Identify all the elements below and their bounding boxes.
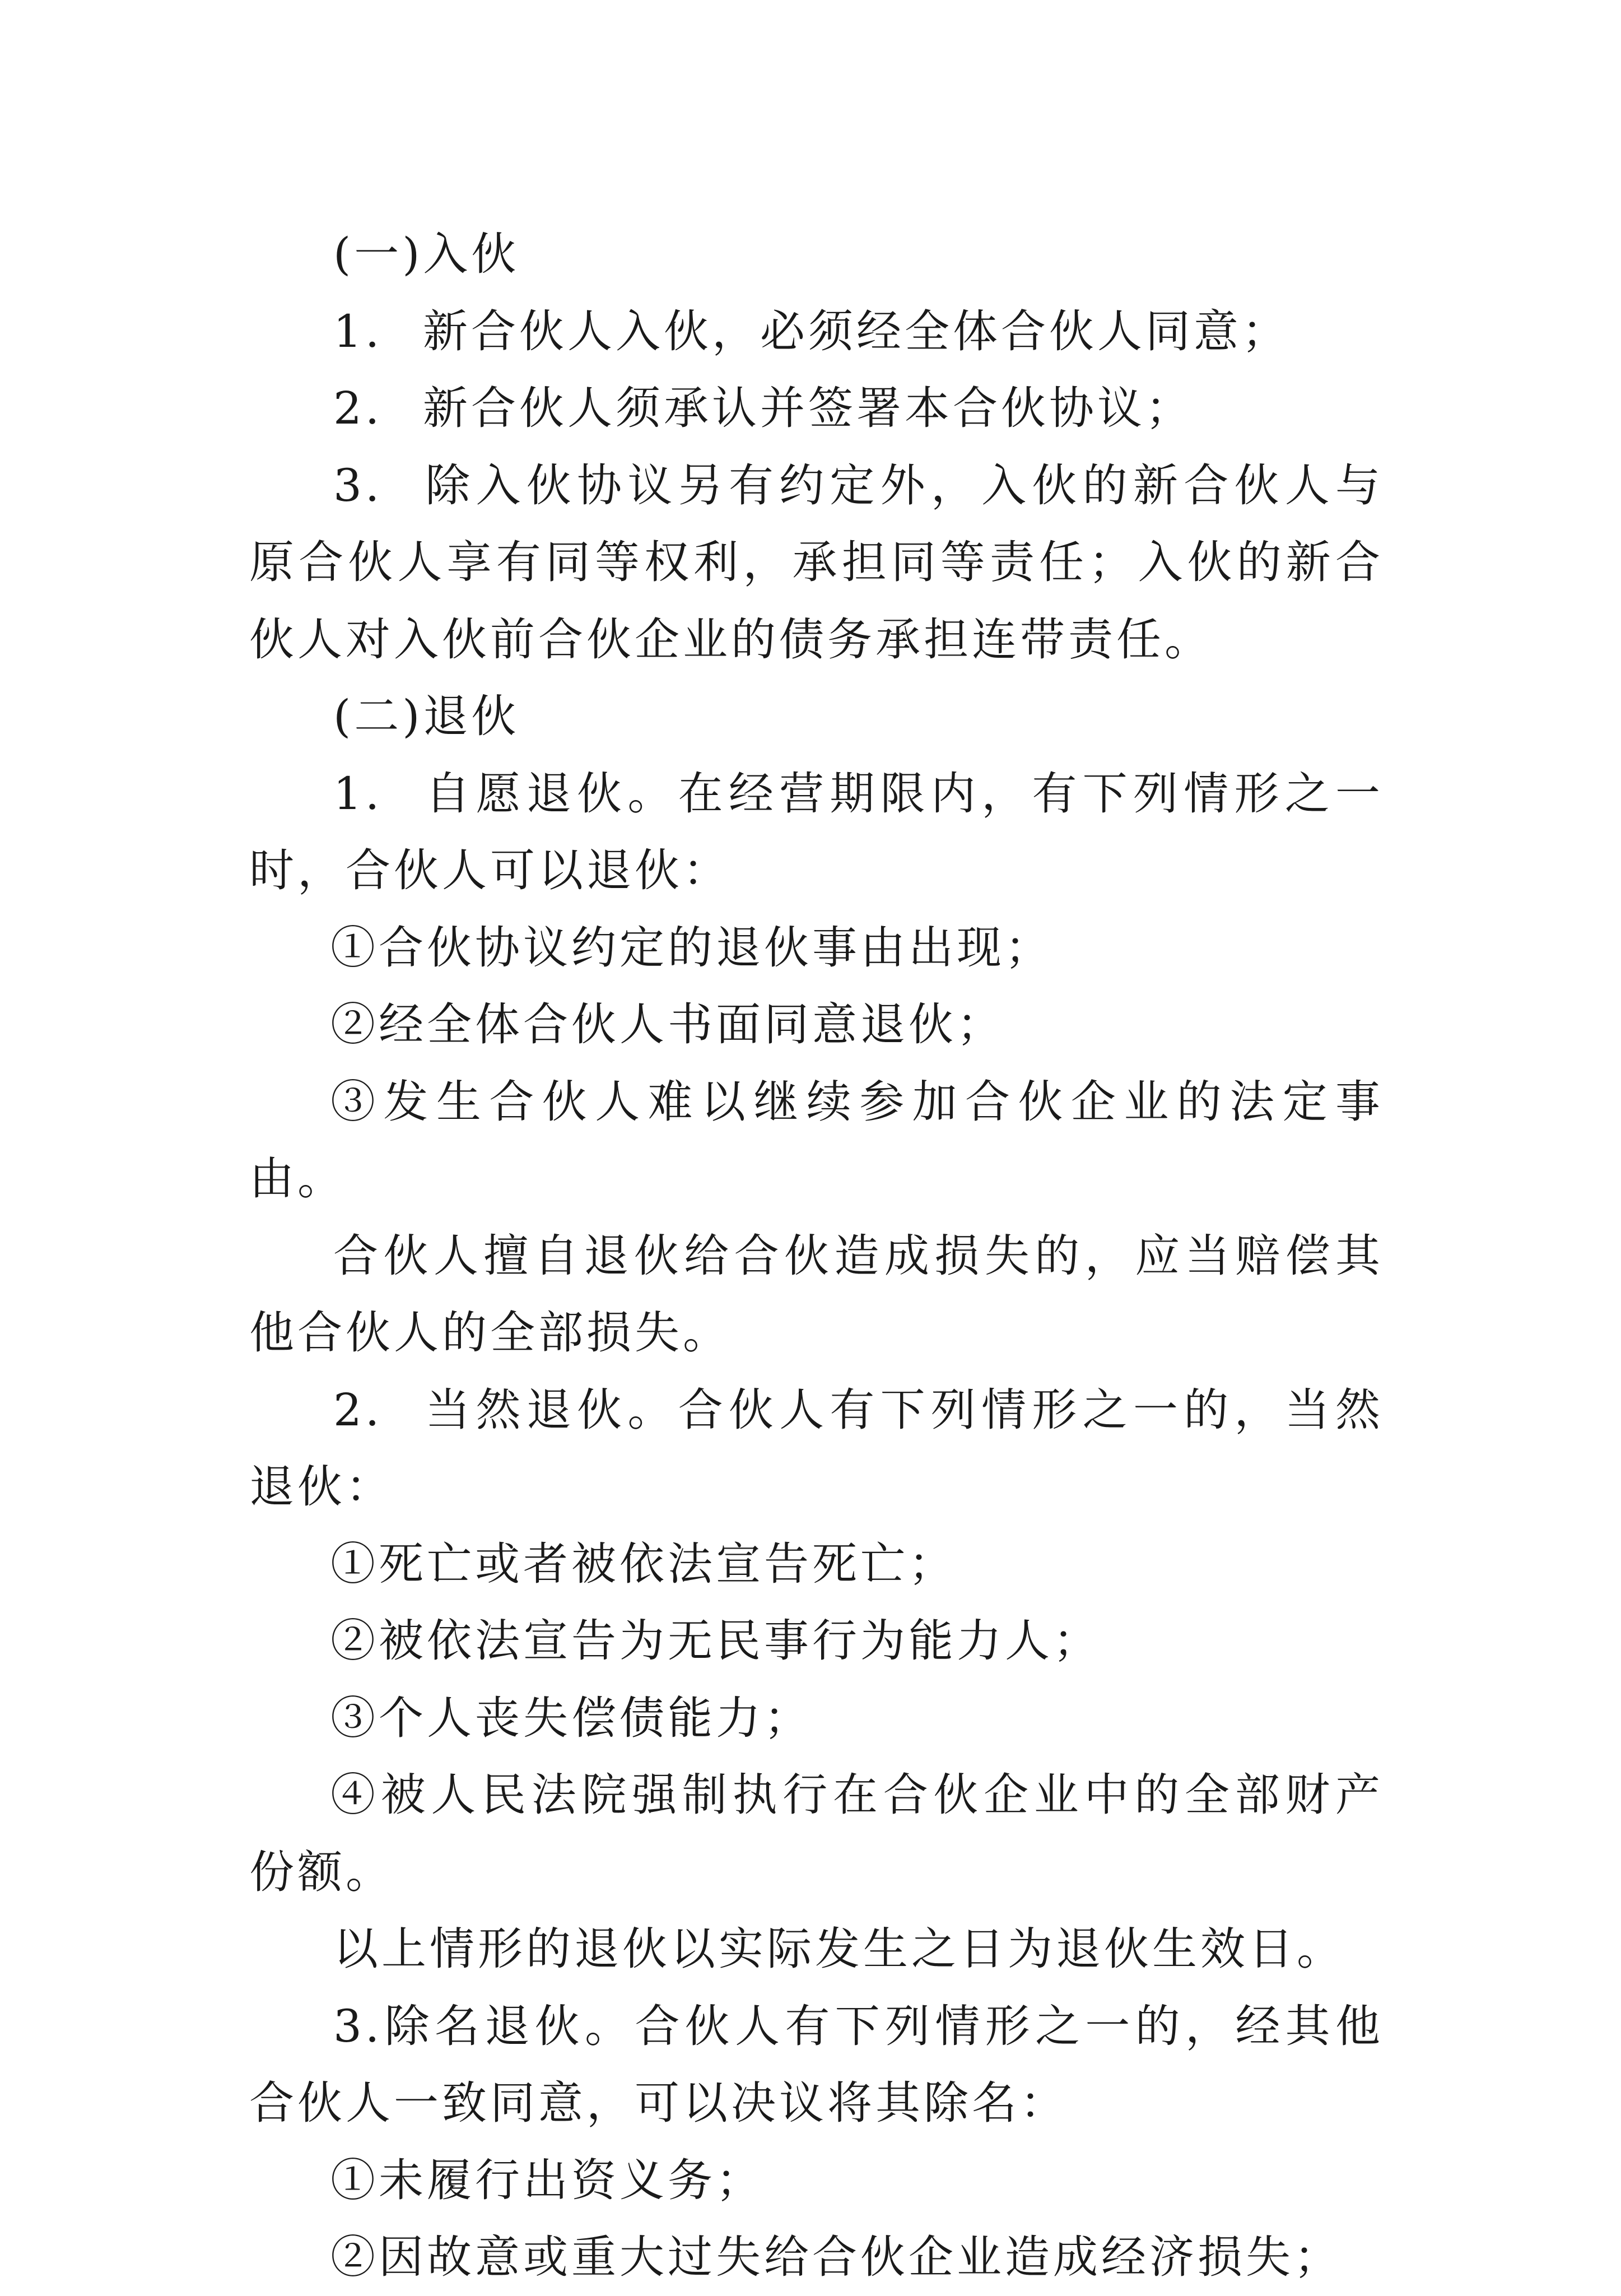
document-body bbox=[249, 216, 1384, 2296]
item-number: 2. bbox=[333, 1383, 383, 1436]
item-text: 自愿退伙。在经营期限内，有下列情形之一时，合伙人可以退伙： bbox=[249, 767, 1384, 896]
circled-item: ①合伙协议约定的退伙事由出现； bbox=[330, 921, 1053, 974]
circled-item: ②经全体合伙人书面同意退伙； bbox=[330, 998, 1005, 1051]
item-text: 当然退伙。合伙人有下列情形之一的，当然退伙： bbox=[249, 1383, 1384, 1513]
section-heading-joining bbox=[249, 216, 1384, 293]
item-text: 除入伙协议另有约定外，入伙的新合伙人与原合伙人享有同等权利，承担同等责任；入伙的新合伙人对入伙前合伙企业的债务承担连带责任。 bbox=[249, 459, 1384, 666]
section-heading-withdrawal bbox=[249, 678, 1384, 755]
numbered-item bbox=[249, 447, 1384, 678]
numbered-item bbox=[249, 755, 1384, 909]
circled-item: ③个人丧失偿债能力； bbox=[330, 1691, 812, 1744]
heading-text: (一)入伙 bbox=[333, 228, 520, 280]
circled-item: ④被人民法院强制执行在合伙企业中的全部财产份额。 bbox=[249, 1769, 1384, 1898]
circled-item: ③发生合伙人难以继续参加合伙企业的法定事由。 bbox=[249, 1075, 1384, 1205]
item-number: 1. bbox=[333, 305, 383, 357]
numbered-item bbox=[249, 1372, 1384, 1526]
circled-item: ①未履行出资义务； bbox=[330, 2154, 764, 2206]
item-text: 新合伙人入伙，必须经全体合伙人同意； bbox=[423, 305, 1290, 357]
circled-item: ①死亡或者被依法宣告死亡； bbox=[330, 1537, 957, 1590]
body-paragraph: 以上情形的退伙以实际发生之日为退伙生效日。 bbox=[333, 1923, 1345, 1975]
item-number: 2. bbox=[333, 382, 383, 434]
heading-text: (二)退伙 bbox=[333, 690, 520, 742]
item-text: 新合伙人须承认并签署本合伙协议； bbox=[423, 382, 1194, 434]
numbered-item bbox=[249, 293, 1384, 370]
body-paragraph: 3.除名退伙。合伙人有下列情形之一的，经其他合伙人一致同意，可以决议将其除名： bbox=[249, 2000, 1384, 2129]
item-number: 3. bbox=[333, 459, 383, 512]
item-number: 1. bbox=[333, 767, 383, 820]
circled-item: ②被依法宣告为无民事行为能力人； bbox=[330, 1615, 1101, 1667]
body-paragraph: 合伙人擅自退伙给合伙造成损失的，应当赔偿其他合伙人的全部损失。 bbox=[249, 1229, 1384, 1359]
circled-item: ②因故意或重大过失给合伙企业造成经济损失； bbox=[330, 2231, 1342, 2283]
numbered-item bbox=[249, 370, 1384, 447]
